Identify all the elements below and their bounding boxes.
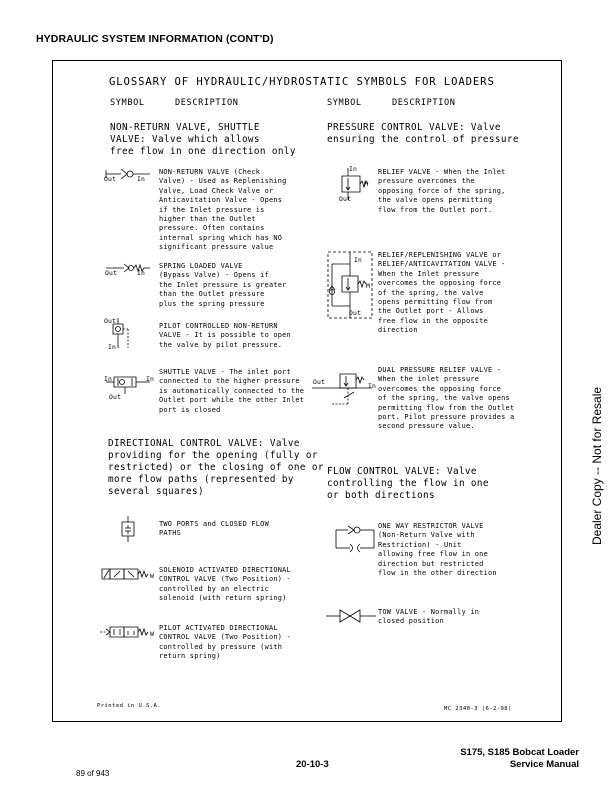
- dual-out-label: Out: [313, 378, 326, 386]
- shuttle-in-right-label: In: [146, 375, 155, 383]
- dual-relief-symbol-icon: [312, 368, 377, 412]
- solenoid-w-label: W: [150, 572, 155, 580]
- entry-check-valve: NON-RETURN VALVE (Check Valve) - Used as Replenishing Valve, Load Check Valve or Anticavitation Valve - Opens if the Inlet pressure is higher than the Outlet pressure. Often contains internal spring which has NO significant pressure value: [159, 168, 287, 252]
- tow-valve-symbol-icon: [324, 606, 378, 626]
- entry-relief: RELIEF VALVE - When the Inlet pressure overcomes the opposing force of the spring, the valve opens permitting flow from the Outlet port.: [378, 168, 506, 214]
- section-pressure: PRESSURE CONTROL VALVE: Valve ensuring the control of pressure: [327, 122, 519, 145]
- dealer-copy-text: Dealer Copy -- Not for Resale: [590, 386, 604, 545]
- relrep-m-label: M: [366, 282, 371, 290]
- entry-solenoid: SOLENOID ACTIVATED DIRECTIONAL CONTROL VALVE (Two Position) - controlled by an electric solenoid (with return spring): [159, 566, 291, 603]
- relief-out-label: Out: [339, 195, 352, 203]
- entry-two-ports: TWO PORTS and CLOSED FLOW PATHS: [159, 520, 269, 538]
- entry-tow: TOW VALVE - Normally in closed position: [378, 608, 480, 626]
- footer-model: S175, S185 Bobcat Loader: [460, 747, 579, 758]
- spring-in-label: In: [137, 269, 146, 277]
- col-symbol-left: SYMBOL: [110, 98, 145, 108]
- entry-shuttle: SHUTTLE VALVE - The inlet port connected to the higher pressure is automatically connected to the Outlet port while the other Inlet port is closed: [159, 368, 305, 414]
- col-description-left: DESCRIPTION: [175, 98, 239, 108]
- two-ports-symbol-icon: [118, 516, 138, 546]
- entry-spring-loaded: SPRING LOADED VALVE (Bypass Valve) - Opens if the Inlet pressure is greater than the Outlet pressure plus the spring pressure: [159, 262, 287, 308]
- col-symbol-right: SYMBOL: [327, 98, 362, 108]
- dual-in-label: In: [368, 382, 377, 390]
- page-header: HYDRAULIC SYSTEM INFORMATION (CONT'D): [36, 33, 274, 45]
- glossary-title: GLOSSARY OF HYDRAULIC/HYDROSTATIC SYMBOLS FOR LOADERS: [109, 76, 495, 88]
- section-directional: DIRECTIONAL CONTROL VALVE: Valve providing for the opening (fully or restricted) or the closing of one or more flow paths (represented by several squares): [108, 438, 324, 497]
- entry-dual-relief: DUAL PRESSURE RELIEF VALVE - When the inlet pressure overcomes the opposing force of the spring, the valve opens permitting flow from the Outlet port. Pilot pressure provides a second pressure value.: [378, 366, 515, 431]
- section-nonreturn: NON-RETURN VALVE, SHUTTLE VALVE: Valve which allows free flow in one direction only: [110, 122, 296, 157]
- col-description-right: DESCRIPTION: [392, 98, 456, 108]
- entry-pilot-nonreturn: PILOT CONTROLLED NON-RETURN VALVE - It is possible to open the valve by pilot pressure.: [159, 322, 291, 349]
- pilot-dir-w-label: W: [150, 630, 155, 638]
- relrep-out-label: Out: [349, 309, 362, 317]
- shuttle-in-left-label: In: [104, 375, 113, 383]
- shuttle-out-label: Out: [109, 393, 122, 401]
- check-in-label: In: [137, 175, 146, 183]
- footer-page-code: 20-10-3: [296, 759, 329, 770]
- solenoid-valve-symbol-icon: [100, 564, 156, 586]
- printed-note: Printed in U.S.A.: [97, 703, 162, 709]
- relief-in-label: In: [349, 165, 358, 173]
- pilot-directional-symbol-icon: [100, 622, 156, 644]
- footer-manual: Service Manual: [509, 759, 579, 770]
- entry-relief-replenishing: RELIEF/REPLENISHING VALVE or RELIEF/ANTICAVITATION VALVE - When the Inlet pressure overcomes the opposing force of the spring, the valve opens permitting flow from the Outlet port - Allows free flow in the opposite direction: [378, 251, 506, 335]
- relief-m-label: M: [364, 180, 369, 188]
- footer-page-count: 89 of 943: [76, 769, 110, 778]
- restrictor-valve-symbol-icon: [334, 526, 378, 556]
- pilot-in-label: In: [108, 343, 117, 351]
- section-flow: FLOW CONTROL VALVE: Valve controlling the flow in one or both directions: [327, 466, 489, 501]
- pilot-out-label: Out: [104, 317, 117, 325]
- spring-out-label: Out: [105, 269, 118, 277]
- entry-pilot-directional: PILOT ACTIVATED DIRECTIONAL CONTROL VALVE (Two Position) - controlled by pressure (with return spring): [159, 624, 291, 661]
- entry-restrictor: ONE WAY RESTRICTOR VALVE (Non-Return Valve with Restriction) - Unit allowing free flow in one direction but restricted flow in the other direction: [378, 522, 497, 578]
- check-out-label: Out: [104, 175, 117, 183]
- doc-code: MC 2340-3 (6-2-98): [444, 706, 512, 712]
- relrep-in-label: In: [354, 256, 363, 264]
